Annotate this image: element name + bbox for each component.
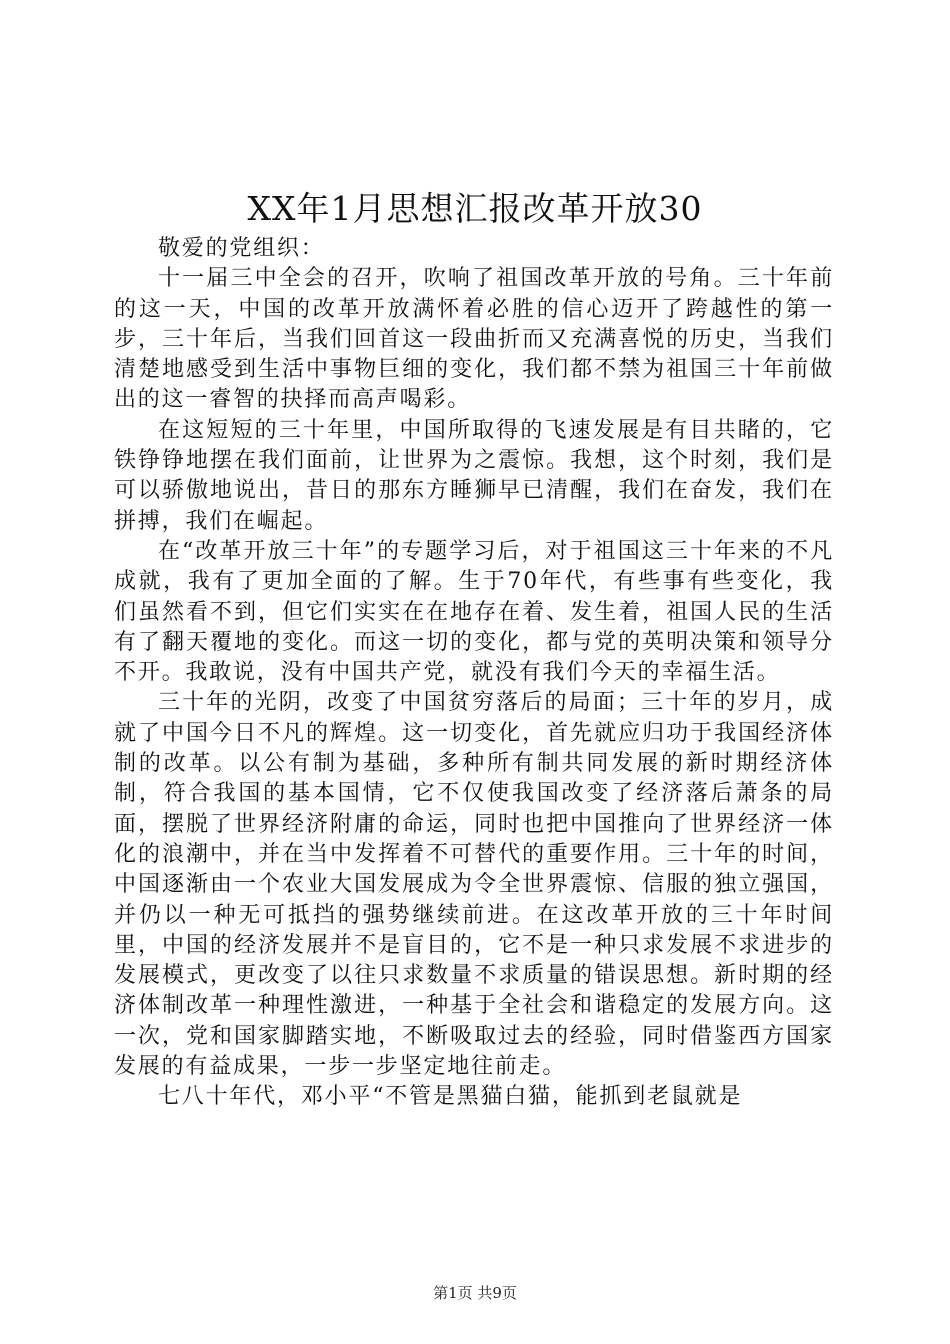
paragraph-3: 在“改革开放三十年”的专题学习后，对于祖国这三十年来的不凡成就，我有了更加全面的了解。生于70年代，有些事有些变化，我们虽然看不到，但它们实实在在地存在着、发生着，祖国人民的生活有了翻天覆地的变化。而这一切的变化，都与党的英明决策和领导分不开。我敢说，没有中国共产党，就没有我们今天的幸福生活。 (114, 538, 834, 686)
paragraph-2: 在这短短的三十年里，中国所取得的飞速发展是有目共睹的，它铁铮铮地摆在我们面前，让世界为之震惊。我想，这个时刻，我们是可以骄傲地说出，昔日的那东方睡狮早已清醒，我们在奋发，我们在拼搏，我们在崛起。 (114, 417, 834, 534)
paragraph-1: 十一届三中全会的召开，吹响了祖国改革开放的号角。三十年前的这一天，中国的改革开放满怀着必胜的信心迈开了跨越性的第一步，三十年后，当我们回首这一段曲折而又充满喜悦的历史，当我们清楚地感受到生活中事物巨细的变化，我们都不禁为祖国三十年前做出的这一睿智的抉择而高声喝彩。 (114, 266, 834, 413)
paragraph-4: 三十年的光阴，改变了中国贫穷落后的局面；三十年的岁月，成就了中国今日不凡的辉煌。这一切变化，首先就应归功于我国经济体制的改革。以公有制为基础，多种所有制共同发展的新时期经济体制，符合我国的基本国情，它不仅使我国改变了经济落后萧条的局面，摆脱了世界经济附庸的命运，同时也把中国推向了世界经济一体化的浪潮中，并在当中发挥着不可替代的重要作用。三十年的时间，中国逐渐由一个农业大国发展成为令全世界震惊、信服的独立强国，并仍以一种无可抵挡的强势继续前进。在这改革开放的三十年时间里，中国的经济发展并不是盲目的，它不是一种只求发展不求进步的发展模式，更改变了以往只求数量不求质量的错误思想。新时期的经济体制改革一种理性激进，一种基于全社会和谐稳定的发展方向。这一次，党和国家脚踏实地，不断吸取过去的经验，同时借鉴西方国家发展的有益成果，一步一步坚定地往前走。 (114, 690, 834, 1080)
page-footer: 第1页 共9页 (433, 1284, 517, 1302)
paragraph-5: 七八十年代，邓小平“不管是黑猫白猫，能抓到老鼠就是 (158, 1084, 743, 1110)
salutation: 敬爱的党组织： (158, 236, 325, 261)
document-title: XX年1月思想汇报改革开放30 (247, 189, 703, 228)
document-body (114, 234, 834, 1113)
